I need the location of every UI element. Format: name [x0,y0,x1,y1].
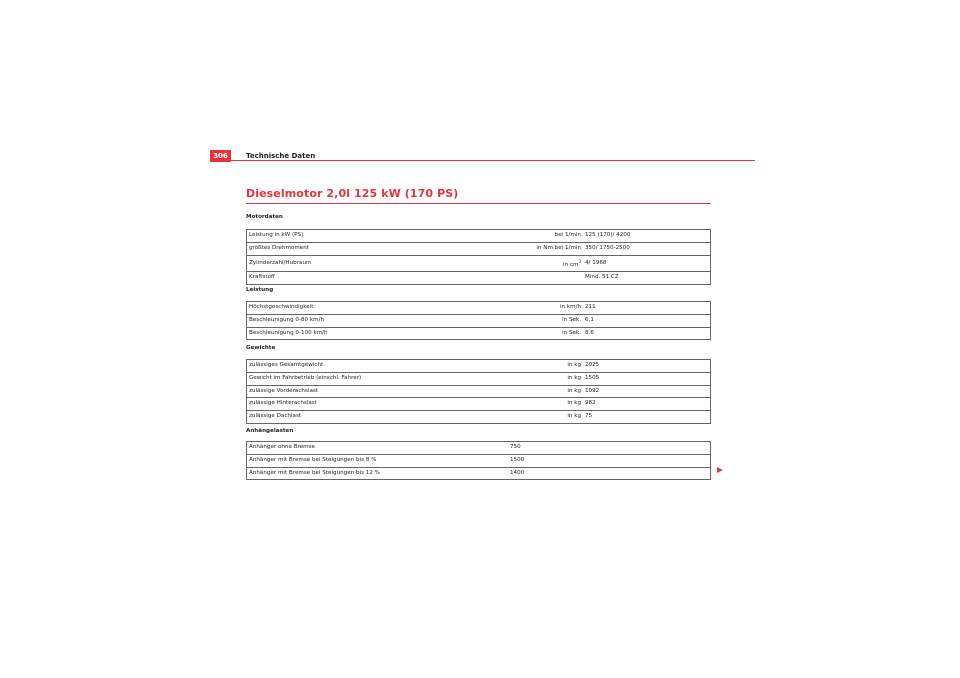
row-label: zulässige Vorderachslast [247,385,480,398]
table-row [247,327,711,340]
row-unit [479,272,583,285]
row-unit: in Sek. [479,314,583,327]
table-row [247,385,711,398]
title-divider [246,203,711,204]
row-value: 211 [583,302,711,315]
row-label: Leistung in kW (PS) [247,230,480,243]
section-heading-motordaten: Motordaten [246,214,283,220]
row-value: 350/ 1750-2500 [583,242,711,255]
anhaengelasten-table [246,441,711,480]
row-value: 8,6 [583,327,711,340]
row-unit: in kg [479,411,583,424]
table-row [247,314,711,327]
row-value: 1092 [583,385,711,398]
row-label: größtes Drehmoment [247,242,480,255]
row-value: Mind. 51 CZ [583,272,711,285]
page-number: 306 [210,150,231,162]
page-title: Dieselmotor 2,0l 125 kW (170 PS) [246,187,459,200]
row-unit: in kg [479,372,583,385]
row-label: zulässige Dachlast [247,411,480,424]
row-value: 1400 [501,467,711,480]
row-label: Kraftstoff [247,272,480,285]
section-heading-gewichte: Gewichte [246,345,276,351]
row-label: Zylinderzahl/Hubraum [247,255,480,272]
table-row [247,442,711,455]
row-label: zulässiges Gesamtgewicht [247,360,480,373]
row-unit: in kg [479,385,583,398]
row-value: 1505 [583,372,711,385]
gewichte-table [246,359,711,424]
row-unit: in kg [479,360,583,373]
table-row [247,302,711,315]
row-unit: in Nm bei 1/min [479,242,583,255]
section-heading-leistung: Leistung [246,287,274,293]
row-label: Anhänger mit Bremse bei Steigungen bis 12 % [247,467,502,480]
row-unit [479,255,583,272]
section-heading-anhaengelasten: Anhängelasten [246,428,294,434]
row-label: zulässige Hinterachslast [247,398,480,411]
row-unit: in kg [479,398,583,411]
table-row [247,255,711,272]
motordaten-table [246,229,711,285]
table-row [247,411,711,424]
unit-text: in cm [563,261,579,268]
row-unit: in km/h [479,302,583,315]
table-row [247,360,711,373]
table-row [247,467,711,480]
row-value: 1500 [501,454,711,467]
row-label: Anhänger ohne Bremse [247,442,502,455]
row-label: Beschleunigung 0-80 km/h [247,314,480,327]
row-value: 75 [583,411,711,424]
row-label: Höchstgeschwindigkeit [247,302,480,315]
row-label: Gewicht im Fahrbetrieb (einschl. Fahrer) [247,372,480,385]
row-value: 125 (170)/ 4200 [583,230,711,243]
header-divider [210,160,755,161]
table-row [247,272,711,285]
next-page-arrow-icon[interactable] [717,467,723,473]
row-value: 750 [501,442,711,455]
table-row [247,230,711,243]
table-row [247,454,711,467]
table-row [247,372,711,385]
row-label: Anhänger mit Bremse bei Steigungen bis 8 % [247,454,502,467]
row-unit: bei 1/min [479,230,583,243]
row-value: 2025 [583,360,711,373]
unit-superscript: 3 [578,258,581,264]
row-unit: in Sek. [479,327,583,340]
table-row [247,242,711,255]
chapter-title: Technische Daten [246,152,316,160]
leistung-table [246,301,711,340]
table-row [247,398,711,411]
row-value: 982 [583,398,711,411]
row-value: 6,1 [583,314,711,327]
row-label: Beschleunigung 0-100 km/h [247,327,480,340]
row-value: 4/ 1968 [583,255,711,272]
